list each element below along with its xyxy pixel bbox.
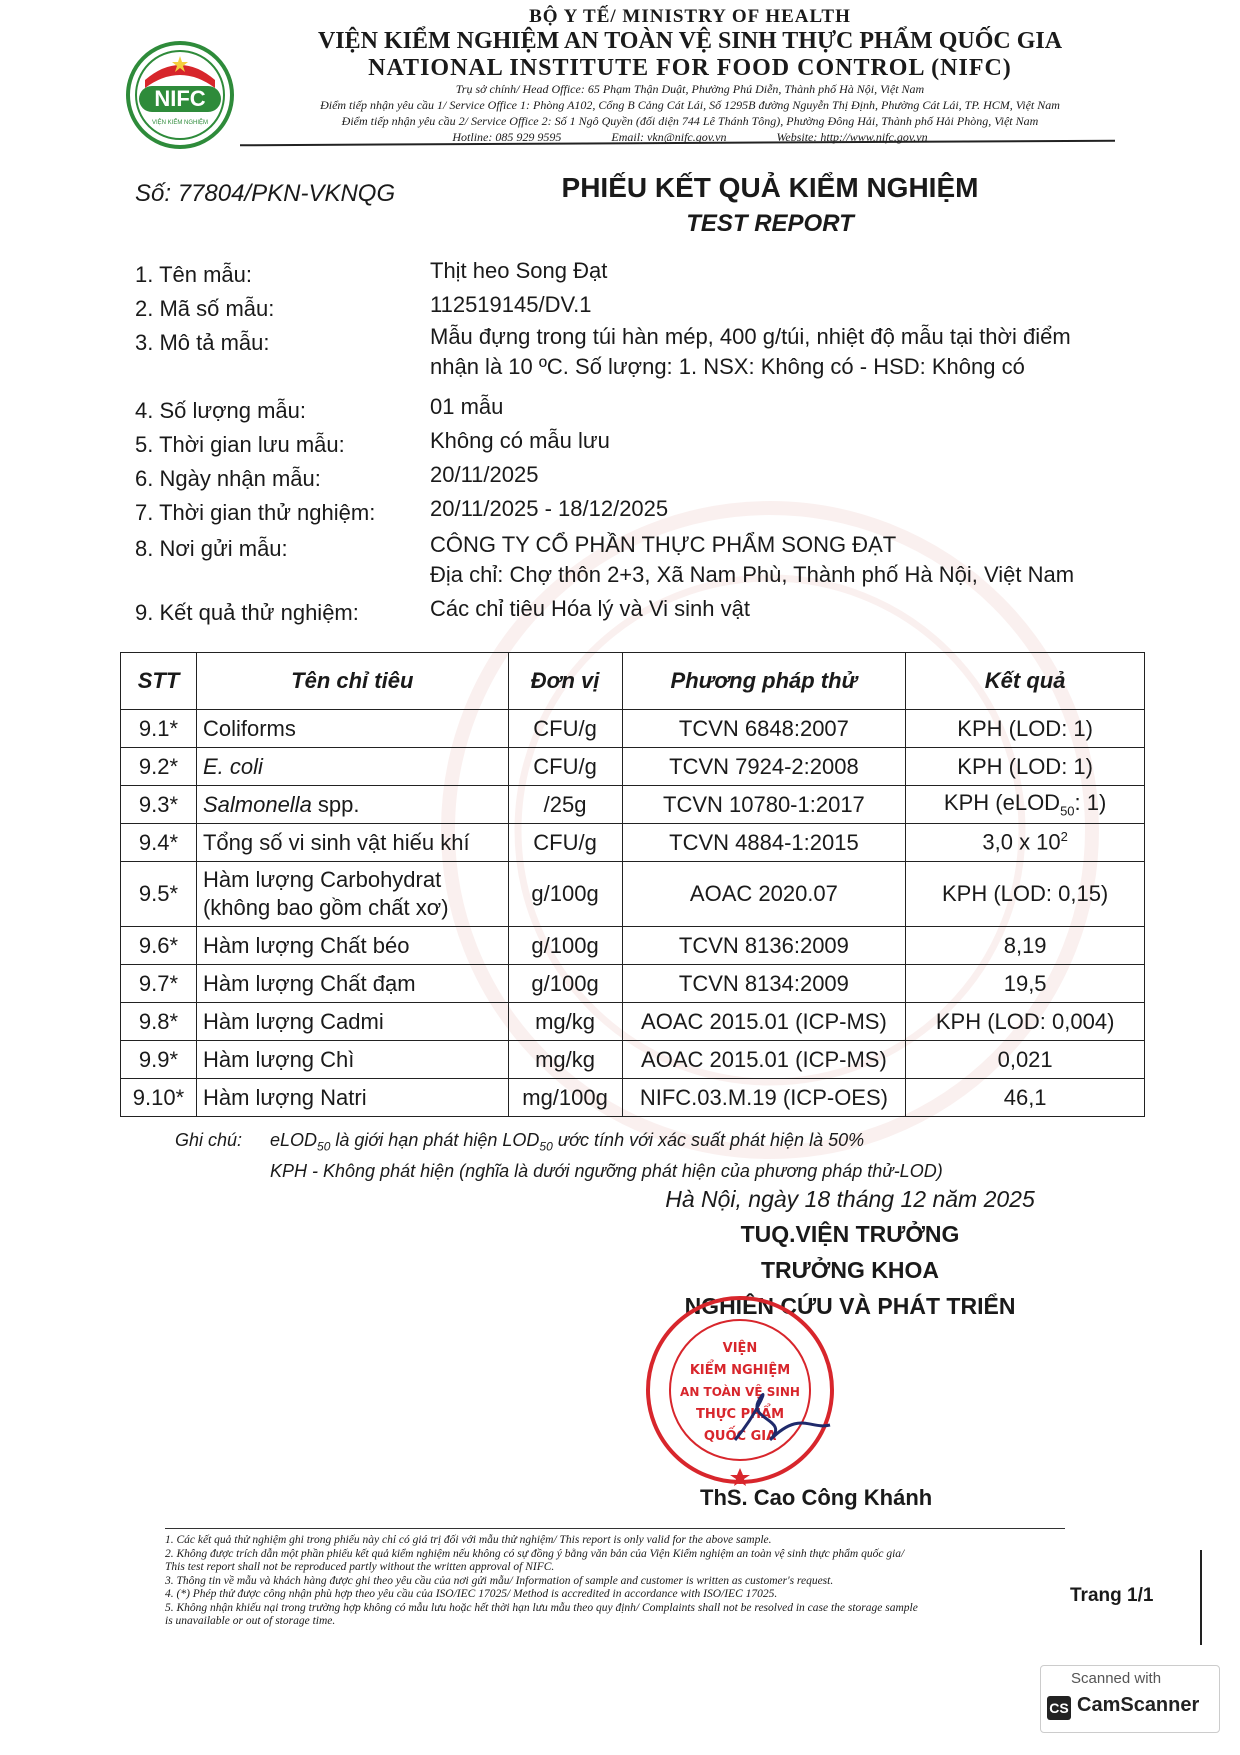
- sign-title-2: TRƯỞNG KHOA: [761, 1257, 939, 1283]
- cell-unit: g/100g: [508, 927, 622, 965]
- cell-result: KPH (LOD: 1): [906, 748, 1145, 786]
- organism-name: Salmonella: [202, 791, 312, 817]
- table-row: [121, 748, 1145, 786]
- report-title-vn: PHIẾU KẾT QUẢ KIỂM NGHIỆM: [561, 172, 979, 203]
- ministry-name: BỘ Y TẾ/ MINISTRY OF HEALTH: [529, 6, 851, 27]
- footer-note: 5. Không nhận khiếu nại trong trường hợp không có mẫu lưu hoặc hết thời hạn lưu mẫu theo quy định/ Complaints shall not be resolved in case the storage sample: [165, 1601, 918, 1614]
- note-line-2: KPH - Không phát hiện (nghĩa là dưới ngưỡng phát hiện của phương pháp thử-LOD): [270, 1160, 943, 1181]
- cell-result: [906, 786, 1145, 824]
- cell-name: [196, 786, 508, 824]
- institute-header: [240, 6, 1140, 145]
- cell-name: Hàm lượng Cadmi: [196, 1003, 508, 1041]
- cell-stt: 9.9*: [121, 1041, 197, 1079]
- cell-method: AOAC 2020.07: [622, 862, 906, 927]
- result-superscript: 2: [1060, 829, 1068, 845]
- table-row: [121, 1079, 1145, 1117]
- camscanner-badge: [1040, 1665, 1220, 1733]
- info-value: Các chỉ tiêu Hóa lý và Vi sinh vật: [430, 596, 750, 621]
- hotline: Hotline: 085 929 9595: [452, 130, 562, 144]
- info-label: 7. Thời gian thử nghiệm:: [135, 500, 376, 525]
- info-label: 5. Thời gian lưu mẫu:: [135, 432, 345, 457]
- cell-stt: 9.7*: [121, 965, 197, 1003]
- cell-unit: CFU/g: [508, 824, 622, 862]
- official-stamp: [640, 1290, 840, 1490]
- cell-name: Hàm lượng Chì: [196, 1041, 508, 1079]
- result-text: 3,0 x 10: [982, 829, 1061, 855]
- name-line2: (không bao gồm chất xơ): [202, 895, 449, 920]
- service-office-2: Điểm tiếp nhận yêu cầu 2/ Service Office 2: Số 1 Ngô Quyền (đối diện 744 Lê Thánh Tông), Phường Đông Hải, Thành phố Hải Phòng, Việt Nam: [341, 114, 1039, 128]
- svg-text:THỰC PHẨM: THỰC PHẨM: [695, 1407, 785, 1422]
- info-value: 20/11/2025: [430, 462, 539, 487]
- svg-text:VIỆN KIỂM NGHIỆM: VIỆN KIỂM NGHIỆM: [151, 120, 209, 126]
- email: Email: vkn@nifc.gov.vn: [611, 130, 727, 144]
- info-value: Thịt heo Song Đạt: [430, 258, 608, 283]
- camscanner-icon: CS: [1047, 1696, 1071, 1720]
- page-number: Trang 1/1: [1070, 1585, 1154, 1606]
- info-label: 4. Số lượng mẫu:: [135, 398, 307, 423]
- info-label: 1. Tên mẫu:: [135, 262, 252, 287]
- cell-method: AOAC 2015.01 (ICP-MS): [622, 1003, 906, 1041]
- footer-note: This test report shall not be reproduced partly without the written approval of NIFC.: [165, 1561, 555, 1573]
- cell-result: 0,021: [906, 1041, 1145, 1079]
- cell-method: TCVN 4884-1:2015: [622, 824, 906, 862]
- cell-name: Tổng số vi sinh vật hiếu khí: [196, 824, 508, 862]
- footer-note: 2. Không được trích dẫn một phần phiếu kết quả kiểm nghiệm nếu không có sự đồng ý bằng văn bản của Viện Kiểm nghiệm an toàn vệ sinh thực phẩm quốc gia/: [165, 1547, 905, 1560]
- cell-method: TCVN 8136:2009: [622, 927, 906, 965]
- cell-unit: g/100g: [508, 862, 622, 927]
- svg-text:KIỂM NGHIỆM: KIỂM NGHIỆM: [689, 1363, 791, 1378]
- info-value: 112519145/DV.1: [430, 292, 592, 317]
- cell-name: Hàm lượng Chất béo: [196, 927, 508, 965]
- table-row: [121, 862, 1145, 927]
- cell-stt: 9.5*: [121, 862, 197, 927]
- results-table: [120, 652, 1145, 1117]
- cell-stt: 9.4*: [121, 824, 197, 862]
- note-line-1: Ghi chú: eLOD$_{50}$ là giới hạn phát hiện $LOD_{50}$ ước tính với xác suất phát hiện là 50%: [175, 1130, 865, 1154]
- footer-note: 1. Các kết quả thử nghiệm ghi trong phiếu này chỉ có giá trị đối với mẫu thử nghiệm/ This report is only valid for the above sample.: [165, 1534, 772, 1546]
- footer-notes: [165, 1534, 1085, 1629]
- result-text: KPH (eLOD: [943, 790, 1061, 816]
- cell-method: TCVN 7924-2:2008: [622, 748, 906, 786]
- result-suffix: : 1): [1074, 790, 1107, 816]
- cell-stt: 9.8*: [121, 1003, 197, 1041]
- info-value-line2: nhận là 10 ºC. Số lượng: 1. NSX: Không có - HSD: Không có: [430, 354, 1025, 379]
- cell-stt: 9.3*: [121, 786, 197, 824]
- cell-unit: CFU/g: [508, 748, 622, 786]
- sign-title-1: TUQ.VIỆN TRƯỞNG: [740, 1221, 960, 1247]
- cell-method: NIFC.03.M.19 (ICP-OES): [622, 1079, 906, 1117]
- signer-name: ThS. Cao Công Khánh: [700, 1485, 933, 1510]
- col-header-result: Kết quả: [906, 653, 1145, 710]
- footer-divider: [165, 1528, 1065, 1529]
- report-title-en: TEST REPORT: [686, 210, 854, 237]
- camscanner-text: CamScanner: [1077, 1694, 1200, 1716]
- info-value: Mẫu đựng trong túi hàn mép, 400 g/túi, nhiệt độ mẫu tại thời điểm: [430, 324, 1071, 349]
- svg-text:QUỐC GIA: QUỐC GIA: [703, 1429, 777, 1444]
- col-header-unit: Đơn vị: [508, 653, 622, 710]
- note-label: Ghi chú:: [175, 1130, 243, 1150]
- head-office: Trụ sở chính/ Head Office: 65 Phạm Thận Duật, Phường Phú Diễn, Thành phố Hà Nội, Việt Nam: [455, 82, 925, 96]
- table-row: [121, 965, 1145, 1003]
- table-row: [121, 710, 1145, 748]
- cell-unit: mg/100g: [508, 1079, 622, 1117]
- result-subscript: 50: [1060, 803, 1075, 819]
- table-row: [121, 1041, 1145, 1079]
- footer-note: 4. (*) Phép thử được công nhận phù hợp theo yêu cầu của ISO/IEC 17025/ Method is accredited in accordance with ISO/IEC 17025.: [165, 1588, 778, 1600]
- cell-stt: 9.6*: [121, 927, 197, 965]
- scanned-with-text: Scanned with: [1071, 1670, 1162, 1687]
- cell-stt: 9.2*: [121, 748, 197, 786]
- svg-text:AN TOÀN VỆ SINH: AN TOÀN VỆ SINH: [680, 1385, 800, 1399]
- website: Website: http://www.nifc.gov.vn: [776, 130, 928, 144]
- cell-unit: CFU/g: [508, 710, 622, 748]
- info-label: 6. Ngày nhận mẫu:: [135, 466, 321, 491]
- table-header-row: [121, 653, 1145, 710]
- col-header-name: Tên chỉ tiêu: [196, 653, 508, 710]
- col-header-method: Phương pháp thử: [622, 653, 906, 710]
- organism-suffix: spp.: [311, 791, 360, 817]
- cell-method: TCVN 6848:2007: [622, 710, 906, 748]
- cell-result: [906, 824, 1145, 862]
- name-line1: Hàm lượng Carbohydrat: [202, 867, 442, 892]
- cell-name: [196, 748, 508, 786]
- table-row: [121, 786, 1145, 824]
- info-value: Không có mẫu lưu: [430, 428, 610, 453]
- cell-result: 46,1: [906, 1079, 1145, 1117]
- document-number: Số: 77804/PKN-VKNQG: [135, 180, 396, 207]
- table-notes: [175, 1128, 943, 1183]
- info-label: 2. Mã số mẫu:: [135, 296, 275, 321]
- cell-unit: mg/kg: [508, 1041, 622, 1079]
- nifc-logo: [125, 40, 235, 150]
- cell-name: Coliforms: [196, 710, 508, 748]
- organism-name: E. coli: [202, 753, 263, 779]
- sign-date: Hà Nội, ngày 18 tháng 12 năm 2025: [665, 1186, 1035, 1212]
- cell-method: TCVN 8134:2009: [622, 965, 906, 1003]
- footer-note: 3. Thông tin về mẫu và khách hàng được ghi theo yêu cầu của nơi gửi mẫu/ Information of sample and customer is written as customer's request.: [165, 1574, 834, 1587]
- svg-text:NIFC: NIFC: [154, 86, 206, 111]
- cell-name: Hàm lượng Chất đạm: [196, 965, 508, 1003]
- institute-name-vn: VIỆN KIỂM NGHIỆM AN TOÀN VỆ SINH THỰC PHẨM QUỐC GIA: [317, 28, 1063, 54]
- cell-stt: 9.1*: [121, 710, 197, 748]
- footer-note: is unavailable or out of storage time.: [165, 1615, 336, 1627]
- info-label: 9. Kết quả thử nghiệm:: [135, 600, 359, 625]
- info-value: 20/11/2025 - 18/12/2025: [430, 496, 669, 521]
- sign-title-3: NGHIÊN CỨU VÀ PHÁT TRIỂN: [684, 1293, 1016, 1319]
- institute-name-en: NATIONAL INSTITUTE FOR FOOD CONTROL (NIFC): [368, 55, 1012, 81]
- cell-result: KPH (LOD: 0,15): [906, 862, 1145, 927]
- cell-method: TCVN 10780-1:2017: [622, 786, 906, 824]
- cell-result: 19,5: [906, 965, 1145, 1003]
- info-value-line2: Địa chỉ: Chợ thôn 2+3, Xã Nam Phù, Thành phố Hà Nội, Việt Nam: [430, 562, 1075, 587]
- info-label: 3. Mô tả mẫu:: [135, 330, 270, 355]
- table-row: [121, 1003, 1145, 1041]
- cell-result: KPH (LOD: 0,004): [906, 1003, 1145, 1041]
- cell-unit: g/100g: [508, 965, 622, 1003]
- svg-text:VIỆN: VIỆN: [722, 1341, 758, 1356]
- cell-stt: 9.10*: [121, 1079, 197, 1117]
- table-row: [121, 927, 1145, 965]
- cell-unit: mg/kg: [508, 1003, 622, 1041]
- cell-unit: /25g: [508, 786, 622, 824]
- scan-edge: [1200, 1550, 1202, 1645]
- cell-result: KPH (LOD: 1): [906, 710, 1145, 748]
- cell-method: AOAC 2015.01 (ICP-MS): [622, 1041, 906, 1079]
- cell-name: Hàm lượng Natri: [196, 1079, 508, 1117]
- info-value: 01 mẫu: [430, 394, 504, 419]
- service-office-1: Điểm tiếp nhận yêu cầu 1/ Service Office 1: Phòng A102, Cổng B Cảng Cát Lái, Số 1295B đường Nguyễn Thị Định, Phường Cát Lái, TP. HCM, Việt Nam: [320, 98, 1060, 112]
- info-value: CÔNG TY CỔ PHẦN THỰC PHẨM SONG ĐẠT: [430, 532, 897, 557]
- info-label: 8. Nơi gửi mẫu:: [135, 536, 288, 561]
- cell-name: [196, 862, 508, 927]
- table-row: [121, 824, 1145, 862]
- col-header-stt: STT: [121, 653, 197, 710]
- cell-result: 8,19: [906, 927, 1145, 965]
